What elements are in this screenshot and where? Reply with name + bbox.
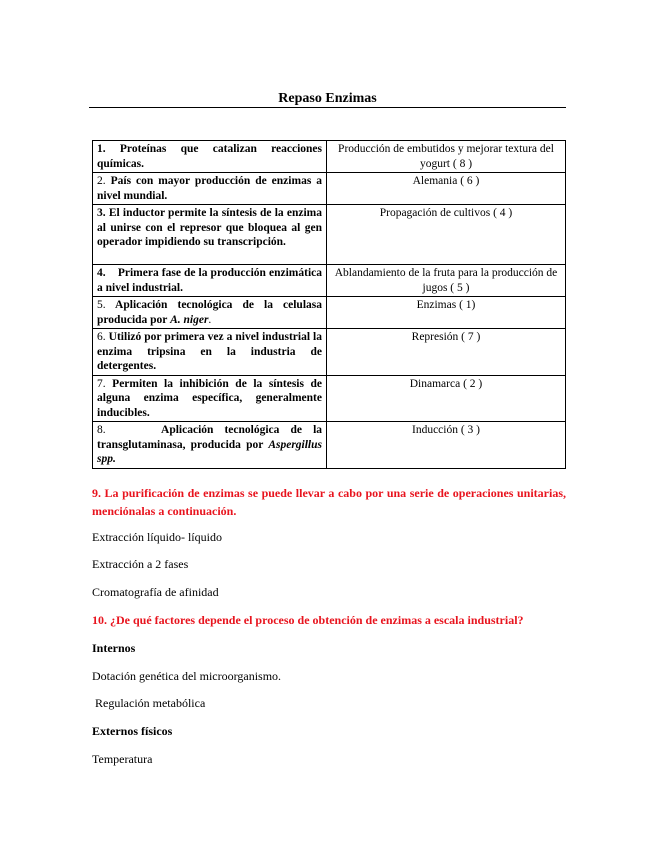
- table-row: [93, 173, 566, 205]
- matching-table: [92, 140, 566, 469]
- question-cell: 5. Aplicación tecnológica de la celulasa producida por A. niger.: [93, 297, 327, 329]
- question-9: 9. La purificación de enzimas se puede llevar a cabo por una serie de operaciones unitarias, menciónalas a continuación.: [92, 486, 566, 518]
- answer-cell: Alemania ( 6 ): [327, 173, 566, 205]
- question-cell: 6. Utilizó por primera vez a nivel industrial la enzima tripsina en la industria de detergentes.: [93, 329, 327, 376]
- table-row: [93, 297, 566, 329]
- question-cell: 8. Aplicación tecnológica de la transglutaminasa, producida por Aspergillus spp.: [93, 422, 327, 469]
- answer-9-3: Cromatografía de afinidad: [92, 585, 219, 599]
- answer-cell: Ablandamiento de la fruta para la producción de jugos ( 5 ): [327, 265, 566, 297]
- answer-9-1: Extracción líquido- líquido: [92, 530, 222, 544]
- externos-item-1: Temperatura: [92, 752, 153, 766]
- question-cell: 3. El inductor permite la síntesis de la enzima al unirse con el represor que bloquea al gen operador impidiendo su transcripción.: [93, 205, 327, 265]
- answer-cell: Inducción ( 3 ): [327, 422, 566, 469]
- table-row: [93, 205, 566, 265]
- answer-cell: Propagación de cultivos ( 4 ): [327, 205, 566, 265]
- question-cell: 1. Proteínas que catalizan reacciones químicas.: [93, 141, 327, 173]
- answer-cell: Represión ( 7 ): [327, 329, 566, 376]
- question-cell: 2. País con mayor producción de enzimas a nivel mundial.: [93, 173, 327, 205]
- internos-item-2: Regulación metabólica: [92, 696, 206, 710]
- question-10: 10. ¿De qué factores depende el proceso de obtención de enzimas a escala industrial?: [92, 613, 524, 627]
- answer-cell: Producción de embutidos y mejorar textura del yogurt ( 8 ): [327, 141, 566, 173]
- table-row: [93, 422, 566, 469]
- table-row: [93, 329, 566, 376]
- answer-9-2: Extracción a 2 fases: [92, 557, 189, 571]
- question-cell: 7. Permiten la inhibición de la síntesis de alguna enzima específica, generalmente inducibles.: [93, 375, 327, 422]
- page-title: Repaso Enzimas: [278, 91, 377, 106]
- answer-cell: Dinamarca ( 2 ): [327, 375, 566, 422]
- table-row: [93, 265, 566, 297]
- table-row: [93, 375, 566, 422]
- externos-heading: Externos físicos: [92, 724, 173, 738]
- answer-cell: Enzimas ( 1): [327, 297, 566, 329]
- internos-heading: Internos: [92, 641, 136, 655]
- internos-item-1: Dotación genética del microorganismo.: [92, 669, 282, 683]
- table-row: [93, 141, 566, 173]
- title-underline: [89, 107, 566, 108]
- question-cell: 4. Primera fase de la producción enzimática a nivel industrial.: [93, 265, 327, 297]
